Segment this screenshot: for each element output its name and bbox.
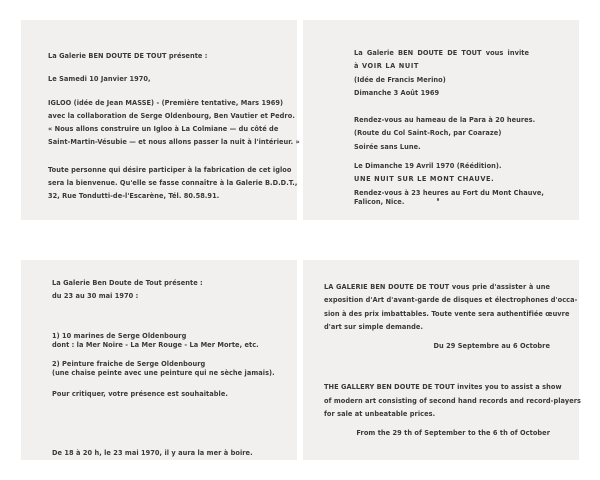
card-line: La Galerie BEN DOUTE DE TOUT présente : — [48, 52, 208, 60]
card-line: From the 29 th of September to the 6 th of October — [356, 429, 550, 438]
card-line: (une chaise peinte avec une peinture qui ne sèche jamais). — [52, 368, 275, 377]
card-line: du 23 au 30 mai 1970 : — [52, 292, 139, 301]
card-line: UNE NUIT SUR LE MONT CHAUVE. — [354, 175, 495, 184]
card-line: 32, Rue Tondutti-de-l'Escarène, Tél. 80.58.91. — [48, 192, 220, 201]
card-line: à VOIR LA NUIT — [354, 62, 419, 71]
card-text — [354, 47, 544, 207]
card-line: sion à des prix imbattables. Toute vente sera authentifiée œuvre — [324, 309, 570, 318]
card-line: of modern art consisting of second hand records and record-players — [324, 396, 581, 405]
card-line: Dimanche 3 Août 1969 — [354, 88, 440, 97]
invitation-card-igloo — [21, 20, 300, 220]
card-line: Du 29 Septembre au 6 Octobre — [433, 342, 550, 351]
card-line: Soirée sans Lune. — [354, 142, 421, 151]
card-line: Le Samedi 10 Janvier 1970, — [48, 75, 151, 84]
invitation-card-voir-la-nuit — [303, 20, 579, 220]
card-line: Rendez-vous à 23 heures au Fort du Mont Chauve, — [354, 188, 544, 197]
card-line: De 18 à 20 h, le 23 mai 1970, il y aura la mer à boire. — [52, 448, 253, 457]
card-line: sera la bienvenue. Qu'elle se fasse connaître à la Galerie B.D.D.T., — [48, 179, 298, 188]
ink-mark — [437, 198, 439, 201]
card-line: Toute personne qui désire participer à la fabrication de cet igloo — [48, 165, 292, 174]
card-line: LA GALERIE BEN DOUTE DE TOUT vous prie d'assister à une — [324, 283, 550, 291]
card-text — [324, 281, 581, 441]
card-line: La Galerie Ben Doute de Tout présente : — [52, 279, 203, 287]
card-line: Pour critiquer, votre présence est souhaitable. — [52, 389, 228, 398]
card-line: « Nous allons construire un Igloo à La Colmiane — du côté de — [48, 125, 279, 134]
invitation-card-disques — [303, 260, 579, 460]
card-line: IGLOO (idée de Jean MASSE) - (Première tentative, Mars 1969) — [48, 98, 284, 107]
invitation-card-oldenbourg — [21, 260, 297, 460]
card-line: La Galerie BEN DOUTE DE TOUT vous invite — [354, 49, 529, 57]
card-line: Saint-Martin-Vésubie — et nous allons passer la nuit à l'intérieur. » — [48, 138, 300, 147]
card-line: d'art sur simple demande. — [324, 322, 424, 331]
card-line: Le Dimanche 19 Avril 1970 (Réédition). — [354, 162, 502, 171]
card-line: dont : la Mer Noire - La Mer Rouge - La Mer Morte, etc. — [52, 340, 259, 349]
card-line: 2) Peinture fraiche de Serge Oldenbourg — [52, 359, 206, 368]
card-line: (Idée de Francis Merino) — [354, 75, 446, 84]
card-line: Falicon, Nice. — [354, 197, 405, 206]
card-line: THE GALLERY BEN DOUTE DE TOUT invites you to assist a show — [324, 383, 562, 392]
card-line: 1) 10 marines de Serge Oldenbourg — [52, 331, 187, 340]
card-line: Rendez-vous au hameau de la Para à 20 heures. — [354, 116, 536, 125]
card-line: avec la collaboration de Serge Oldenbourg, Ben Vautier et Pedro. — [48, 111, 295, 120]
card-line: exposition d'Art d'avant-garde de disques et électrophones d'occa- — [324, 296, 578, 305]
card-text — [52, 277, 275, 460]
card-line: (Route du Col Saint-Roch, par Coaraze) — [354, 129, 502, 138]
card-text — [48, 50, 300, 204]
card-line: for sale at unbeatable prices. — [324, 410, 436, 419]
